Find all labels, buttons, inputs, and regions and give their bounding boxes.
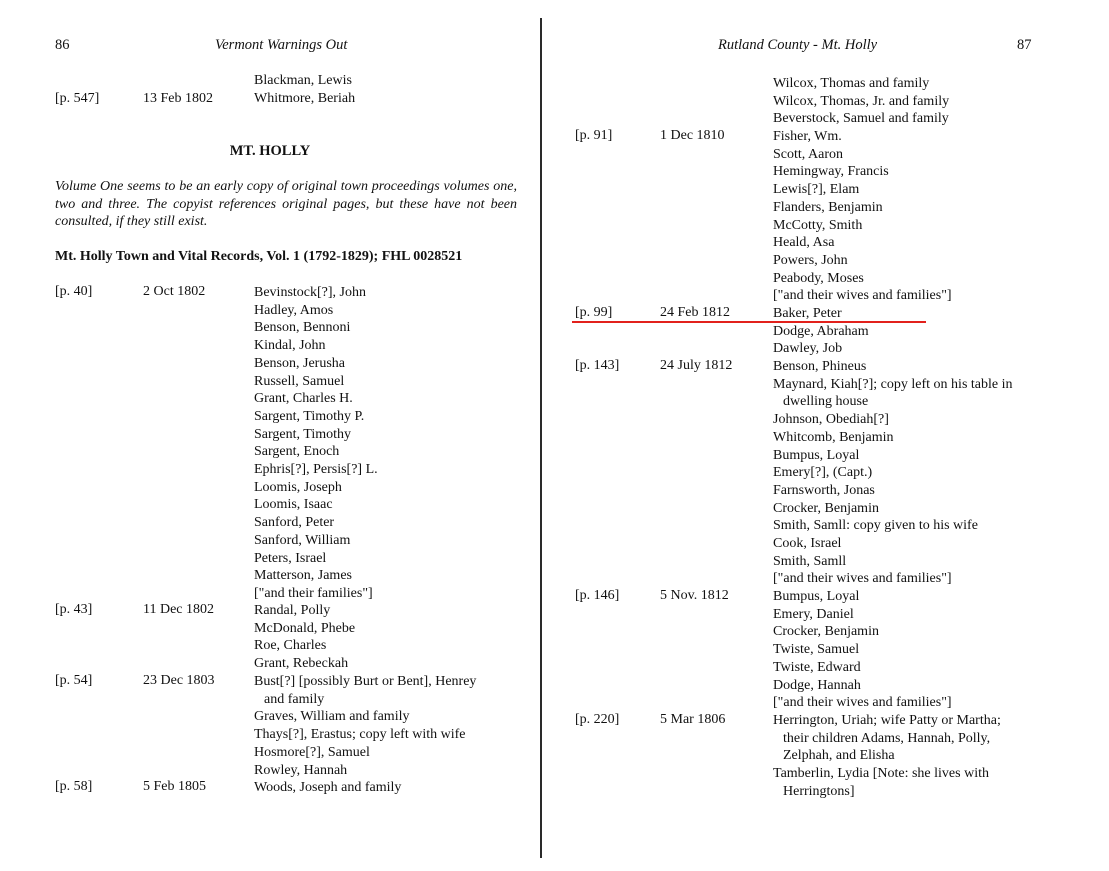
list-item: Woods, Joseph and family <box>254 780 402 795</box>
list-item: Johnson, Obediah[?] <box>773 412 889 428</box>
list-item: Sargent, Timothy P. <box>254 408 365 424</box>
list-item: Wilcox, Thomas and family <box>773 76 930 91</box>
section-title: MT. HOLLY <box>229 143 311 159</box>
entry-names <box>773 358 1037 588</box>
list-item: Fisher, Wm. <box>773 129 842 144</box>
list-item: their children Adams, Hannah, Polly, <box>783 730 991 746</box>
list-item: dwelling house <box>783 394 869 410</box>
list-item: Smith, Samll: copy given to his wife <box>773 518 978 534</box>
entry-date: 5 Nov. 1812 <box>660 588 729 603</box>
page-number: 86 <box>55 37 70 53</box>
list-item: Beverstock, Samuel and family <box>773 111 949 127</box>
list-item: Whitcomb, Benjamin <box>773 429 894 445</box>
highlight-underline <box>572 321 926 323</box>
entry-page: [p. 58] <box>55 779 93 794</box>
entry-page: [p. 547] <box>55 91 100 106</box>
list-item: Herringtons] <box>783 783 855 799</box>
running-head: Vermont Warnings Out <box>215 37 348 53</box>
carryover-names <box>773 75 1035 128</box>
entry-page: [p. 143] <box>575 358 620 373</box>
list-item: Hosmore[?], Samuel <box>254 744 370 760</box>
list-item: Ephris[?], Persis[?] L. <box>254 462 378 478</box>
list-item: Sanford, Peter <box>254 515 335 531</box>
list-item: Hemingway, Francis <box>773 164 889 180</box>
list-item: Emery, Daniel <box>773 606 854 622</box>
list-item: Benson, Jerusha <box>254 355 345 371</box>
entry-names <box>254 779 516 797</box>
list-item: Graves, William and family <box>254 709 410 725</box>
entry-page: [p. 146] <box>575 588 620 603</box>
list-item: Crocker, Benjamin <box>773 624 879 640</box>
entry-page: [p. 220] <box>575 712 620 727</box>
entry-date: 1 Dec 1810 <box>660 128 725 143</box>
list-item: Bust[?] [possibly Burt or Bent], Henrey <box>254 674 477 689</box>
list-item: Twiste, Samuel <box>773 642 860 658</box>
list-item: Loomis, Isaac <box>254 497 333 513</box>
entry-names <box>773 128 1037 305</box>
list-item: Grant, Rebeckah <box>254 656 349 672</box>
page-number: 87 <box>1017 37 1032 53</box>
list-item: Bumpus, Loyal <box>773 447 860 463</box>
list-item: Tamberlin, Lydia [Note: she lives with <box>773 766 989 782</box>
page-gutter-divider <box>540 18 542 858</box>
entry-page: [p. 99] <box>575 305 613 320</box>
entry-page: [p. 40] <box>55 284 93 299</box>
list-item: ["and their wives and families"] <box>773 695 952 711</box>
list-item: Farnsworth, Jonas <box>773 482 875 498</box>
list-item: Bevinstock[?], John <box>254 285 366 300</box>
list-item: Scott, Aaron <box>773 146 843 162</box>
entry-date: 13 Feb 1802 <box>143 91 213 106</box>
list-item: Sargent, Enoch <box>254 444 340 460</box>
entry-date: 5 Mar 1806 <box>660 712 726 727</box>
entry-date: 11 Dec 1802 <box>143 602 215 617</box>
list-item: Kindal, John <box>254 338 326 354</box>
list-item: ["and their families"] <box>254 585 373 601</box>
right-page <box>545 0 1109 871</box>
list-item: McDonald, Phebe <box>254 620 356 636</box>
list-item: Dawley, Job <box>773 341 843 357</box>
entry-date: 23 Dec 1803 <box>143 673 215 688</box>
list-item: Randal, Polly <box>254 603 331 618</box>
entry-page: [p. 43] <box>55 602 93 617</box>
list-item: Grant, Charles H. <box>254 391 353 407</box>
list-item: Matterson, James <box>254 568 352 584</box>
list-item: Sargent, Timothy <box>254 426 351 442</box>
list-item: and family <box>264 691 325 707</box>
list-item: Cook, Israel <box>773 536 842 552</box>
list-item: Benson, Phineus <box>773 359 867 374</box>
list-item: Hadley, Amos <box>254 302 334 318</box>
list-item: Wilcox, Thomas, Jr. and family <box>773 93 950 109</box>
list-item: Loomis, Joseph <box>254 479 342 495</box>
list-item: ["and their wives and families"] <box>773 571 952 587</box>
list-item: Smith, Samll <box>773 553 847 569</box>
entry-names <box>254 602 516 673</box>
entry-names <box>773 712 1037 801</box>
list-item: Dodge, Hannah <box>773 677 861 693</box>
entry-names <box>773 305 1037 358</box>
list-item: Thays[?], Erastus; copy left with wife <box>254 727 466 743</box>
list-item: Zelphah, and Elisha <box>783 748 895 764</box>
running-head: Rutland County - Mt. Holly <box>718 37 878 53</box>
list-item: Emery[?], (Capt.) <box>773 465 873 481</box>
entry-date: 24 Feb 1812 <box>660 305 730 320</box>
entry-page: [p. 54] <box>55 673 93 688</box>
list-item: Flanders, Benjamin <box>773 199 883 215</box>
list-item: Twiste, Edward <box>773 659 861 675</box>
list-item: Russell, Samuel <box>254 373 345 389</box>
entry-date: 24 July 1812 <box>660 358 733 373</box>
list-item: Dodge, Abraham <box>773 323 869 339</box>
list-item: Peabody, Moses <box>773 270 864 286</box>
list-item: Baker, Peter <box>773 306 842 321</box>
source-heading: Mt. Holly Town and Vital Records, Vol. 1 (1792-1829); FHL 0028521 <box>55 249 463 264</box>
list-item: Crocker, Benjamin <box>773 500 879 516</box>
entry-date: 2 Oct 1802 <box>143 284 206 299</box>
list-item: Benson, Bennoni <box>254 320 351 336</box>
list-item: ["and their wives and families"] <box>773 288 952 304</box>
list-item: Roe, Charles <box>254 638 327 654</box>
entry-names <box>254 284 516 603</box>
intro-paragraph: Volume One seems to be an early copy of original town proceedings volumes one, two and three. The copyist references original pages, but these have not been consulted, if they still exist. <box>55 179 517 229</box>
list-item: Heald, Asa <box>773 235 835 251</box>
list-item: Maynard, Kiah[?]; copy left on his table in <box>773 376 1013 392</box>
entry-name: Whitmore, Beriah <box>254 91 356 106</box>
left-page <box>0 0 540 871</box>
list-item: Bumpus, Loyal <box>773 589 860 604</box>
list-item: Herrington, Uriah; wife Patty or Martha; <box>773 713 1001 728</box>
list-item: Rowley, Hannah <box>254 762 348 778</box>
entry-date: 5 Feb 1805 <box>143 779 206 794</box>
entry-page: [p. 91] <box>575 128 613 143</box>
list-item: McCotty, Smith <box>773 217 863 233</box>
carryover-name: Blackman, Lewis <box>254 73 352 88</box>
list-item: Peters, Israel <box>254 550 327 566</box>
entry-names <box>773 588 1037 712</box>
entry-names <box>254 673 516 779</box>
list-item: Powers, John <box>773 252 848 268</box>
list-item: Sanford, William <box>254 532 351 548</box>
list-item: Lewis[?], Elam <box>773 182 860 198</box>
